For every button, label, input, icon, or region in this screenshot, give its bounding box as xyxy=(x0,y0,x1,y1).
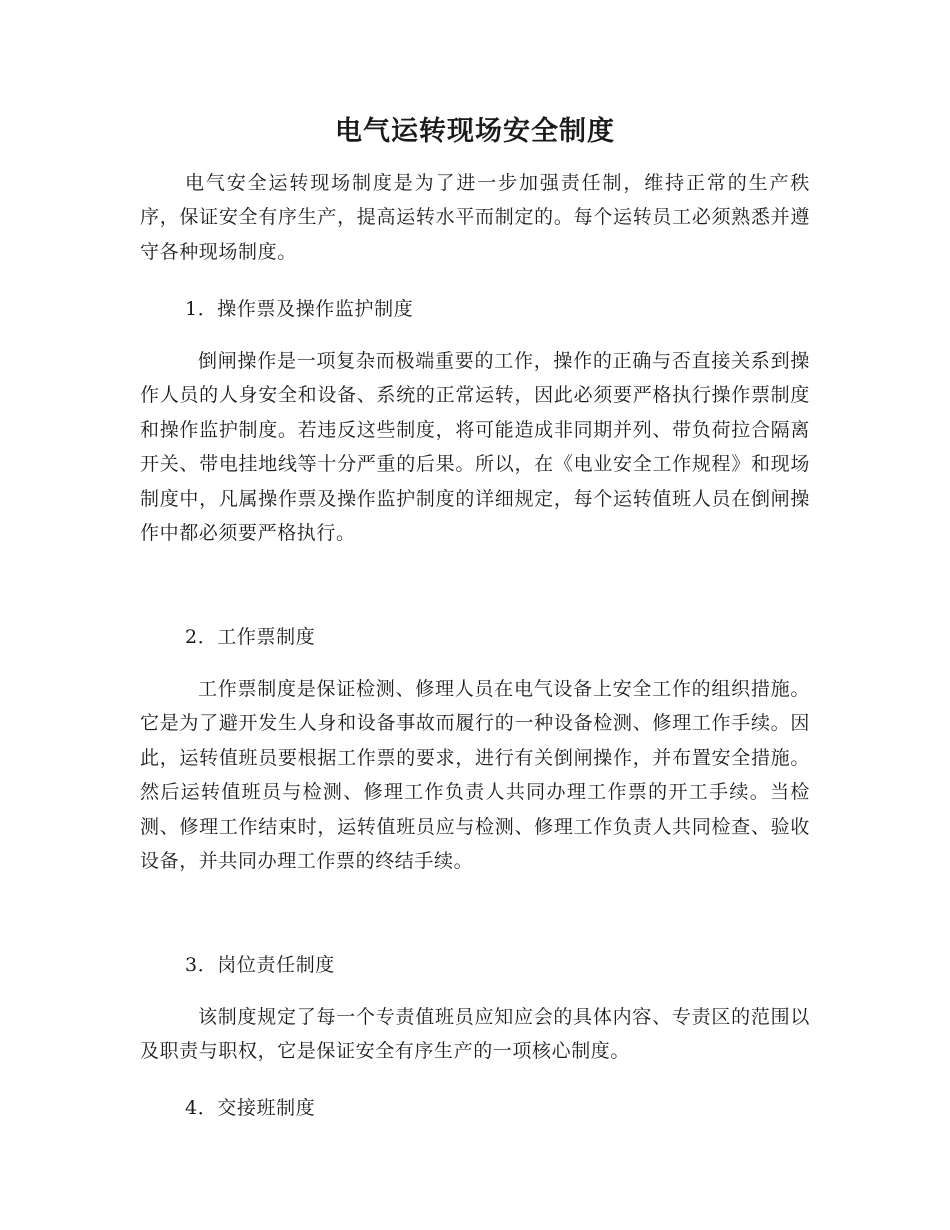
section-heading-3: 3．岗位责任制度 xyxy=(185,954,335,976)
section-body-3: 该制度规定了每一个专责值班员应知应会的具体内容、专责区的范围以及职责与职权，它是保证安全有序生产的一项核心制度。 xyxy=(140,1006,810,1063)
document-title: 电气运转现场安全制度 xyxy=(335,116,615,147)
section-heading-1: 1．操作票及操作监护制度 xyxy=(185,298,414,320)
section-heading-2: 2．工作票制度 xyxy=(185,626,316,648)
section-body-1: 倒闸操作是一项复杂而极端重要的工作，操作的正确与否直接关系到操作人员的人身安全和设备、系统的正常运转，因此必须要严格执行操作票制度和操作监护制度。若违反这些制度，将可能造成非同期并列、带负荷拉合隔离开关、带电挂地线等十分严重的后果。所以，在《电业安全工作规程》和现场制度中，凡属操作票及操作监护制度的详细规定，每个运转值班人员在倒闸操作中都必须要严格执行。 xyxy=(140,350,810,545)
section-heading-4: 4．交接班制度 xyxy=(185,1097,316,1119)
section-body-2: 工作票制度是保证检测、修理人员在电气设备上安全工作的组织措施。它是为了避开发生人身和设备事故而履行的一种设备检测、修理工作手续。因此，运转值班员要根据工作票的要求，进行有关倒闸操作，并布置安全措施。然后运转值班员与检测、修理工作负责人共同办理工作票的开工手续。当检测、修理工作结束时，运转值班员应与检测、修理工作负责人共同检查、验收设备，并共同办理工作票的终结手续。 xyxy=(140,678,810,873)
intro-paragraph: 电气安全运转现场制度是为了进一步加强责任制，维持正常的生产秩序，保证安全有序生产，提高运转水平而制定的。每个运转员工必须熟悉并遵守各种现场制度。 xyxy=(140,172,810,263)
